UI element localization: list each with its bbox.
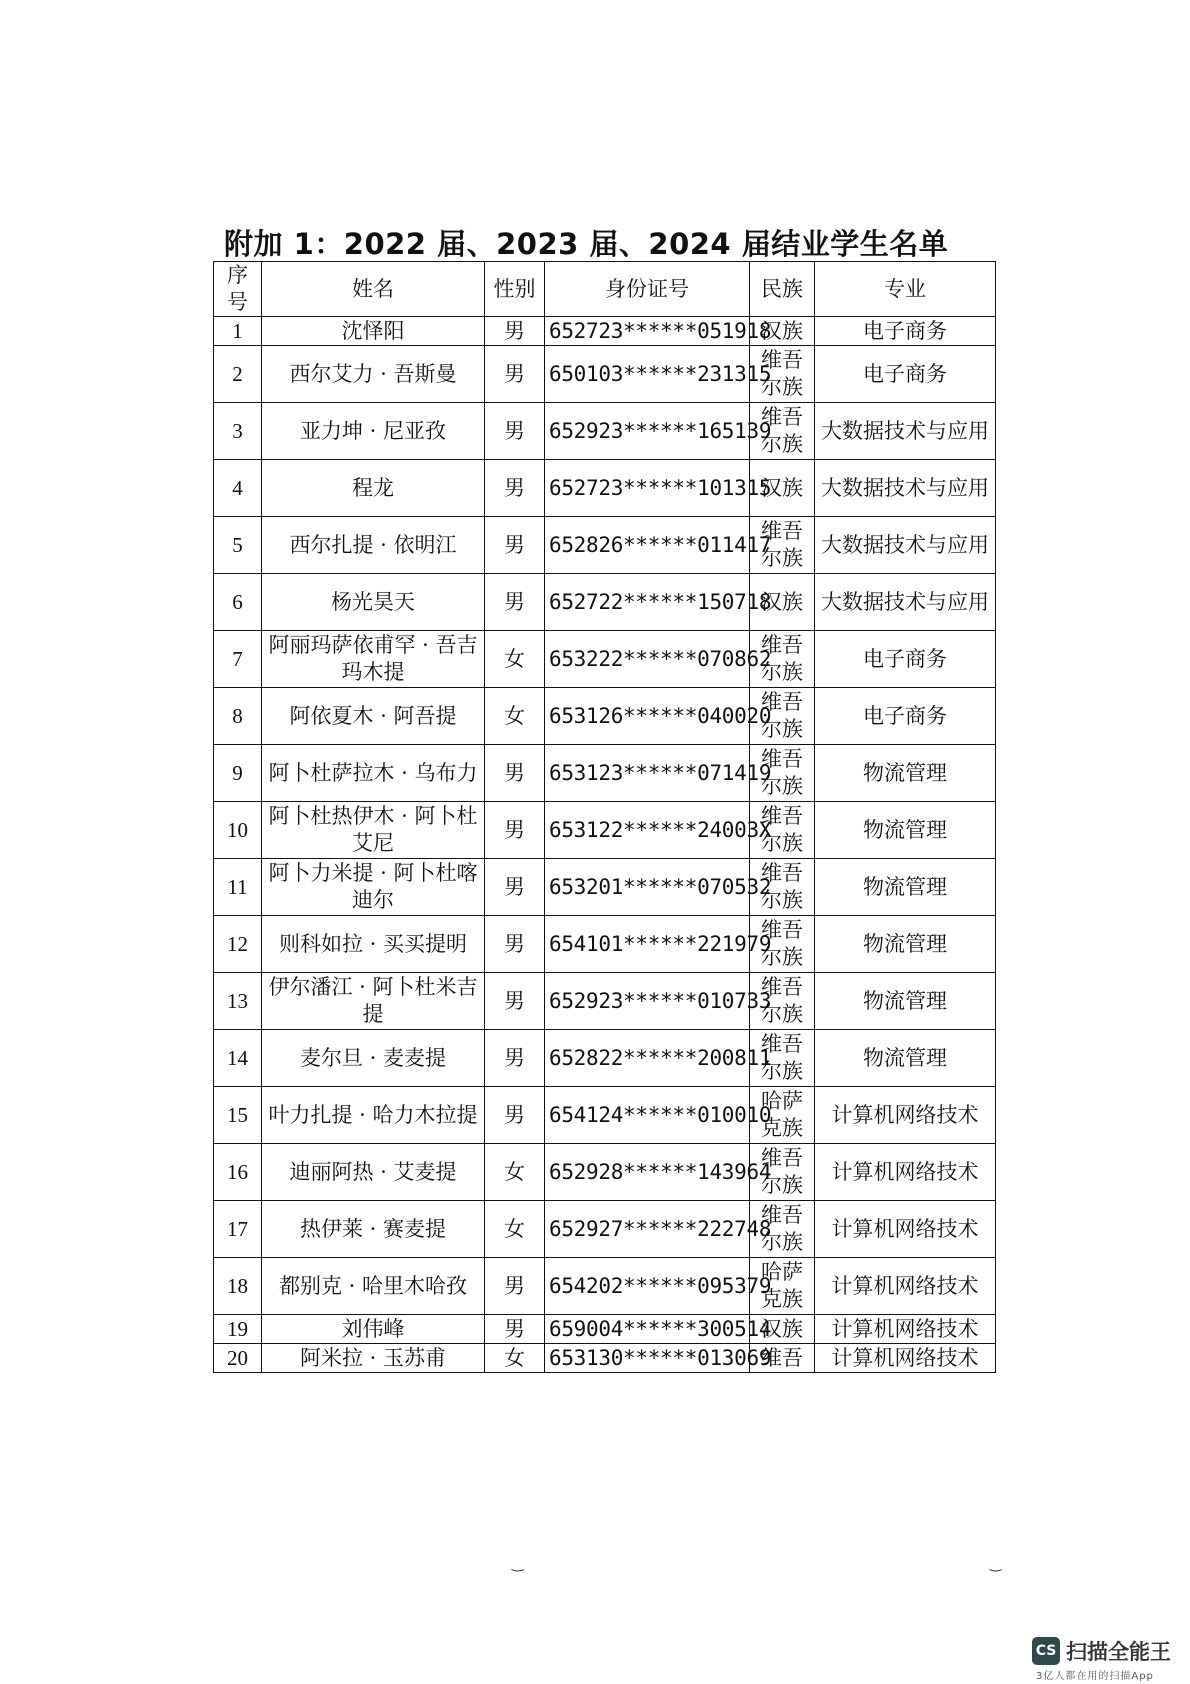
header-gender: 性别: [485, 262, 545, 317]
cell-ethnicity: 维吾尔族: [750, 1030, 815, 1087]
cell-ethnicity: 维吾: [750, 1344, 815, 1373]
table-row: [214, 973, 996, 1030]
table-row: [214, 1144, 996, 1201]
cell-seq: 5: [214, 517, 262, 574]
cell-gender: 男: [485, 517, 545, 574]
cell-gender: 男: [485, 346, 545, 403]
cell-gender: 男: [485, 1258, 545, 1315]
cell-name: 西尔扎提 · 依明江: [262, 517, 485, 574]
cell-ethnicity: 汉族: [750, 574, 815, 631]
cell-name: 亚力坤 · 尼亚孜: [262, 403, 485, 460]
cell-ethnicity: 维吾尔族: [750, 916, 815, 973]
watermark-slogan: 3亿人都在用的扫描App: [1036, 1671, 1154, 1682]
cell-ethnicity: 维吾尔族: [750, 517, 815, 574]
header-seq: 序号: [214, 262, 262, 317]
table-row: [214, 802, 996, 859]
cell-major: 计算机网络技术: [815, 1258, 996, 1315]
camscanner-logo-icon: CS: [1032, 1637, 1060, 1665]
cell-id-number: 659004******300514: [545, 1315, 750, 1344]
cell-gender: 男: [485, 460, 545, 517]
cell-seq: 4: [214, 460, 262, 517]
cell-ethnicity: 哈萨克族: [750, 1258, 815, 1315]
cell-gender: 男: [485, 973, 545, 1030]
cell-seq: 11: [214, 859, 262, 916]
cell-id-number: 652923******165139: [545, 403, 750, 460]
cell-id-number: 652826******011417: [545, 517, 750, 574]
table-row: [214, 403, 996, 460]
cell-name: 迪丽阿热 · 艾麦提: [262, 1144, 485, 1201]
cell-id-number: 652923******010733: [545, 973, 750, 1030]
cell-id-number: 652822******200811: [545, 1030, 750, 1087]
cell-id-number: 654101******221979: [545, 916, 750, 973]
cell-major: 物流管理: [815, 745, 996, 802]
cell-major: 电子商务: [815, 346, 996, 403]
scanner-watermark: [1032, 1636, 1171, 1666]
cell-seq: 13: [214, 973, 262, 1030]
cell-id-number: 650103******231315: [545, 346, 750, 403]
cell-name: 阿依夏木 · 阿吾提: [262, 688, 485, 745]
cell-major: 计算机网络技术: [815, 1144, 996, 1201]
table-row: [214, 317, 996, 346]
table-row: [214, 631, 996, 688]
cell-id-number: 653123******071419: [545, 745, 750, 802]
graduate-roster-table: [213, 261, 996, 1373]
cell-seq: 14: [214, 1030, 262, 1087]
cell-name: 都别克 · 哈里木哈孜: [262, 1258, 485, 1315]
cell-major: 计算机网络技术: [815, 1344, 996, 1373]
cell-gender: 男: [485, 1087, 545, 1144]
cell-seq: 2: [214, 346, 262, 403]
cell-seq: 10: [214, 802, 262, 859]
table-row: [214, 916, 996, 973]
cell-major: 计算机网络技术: [815, 1087, 996, 1144]
cell-major: 电子商务: [815, 317, 996, 346]
cell-seq: 15: [214, 1087, 262, 1144]
cell-major: 电子商务: [815, 631, 996, 688]
table-header-row: [214, 262, 996, 317]
cell-name: 阿卜杜热伊木 · 阿卜杜艾尼: [262, 802, 485, 859]
cell-seq: 18: [214, 1258, 262, 1315]
table-row: [214, 1344, 996, 1373]
cell-ethnicity: 维吾尔族: [750, 802, 815, 859]
cell-seq: 19: [214, 1315, 262, 1344]
cell-ethnicity: 维吾尔族: [750, 1144, 815, 1201]
cell-id-number: 653201******070532: [545, 859, 750, 916]
cell-name: 则科如拉 · 买买提明: [262, 916, 485, 973]
cell-major: 大数据技术与应用: [815, 517, 996, 574]
cell-gender: 女: [485, 1201, 545, 1258]
cell-name: 叶力扎提 · 哈力木拉提: [262, 1087, 485, 1144]
cell-major: 大数据技术与应用: [815, 460, 996, 517]
cell-name: 热伊莱 · 赛麦提: [262, 1201, 485, 1258]
cell-gender: 男: [485, 745, 545, 802]
cell-id-number: 652927******222748: [545, 1201, 750, 1258]
cell-gender: 男: [485, 1030, 545, 1087]
cell-id-number: 652928******143964: [545, 1144, 750, 1201]
cell-name: 沈怿阳: [262, 317, 485, 346]
cell-id-number: 652723******051918: [545, 317, 750, 346]
table-row: [214, 688, 996, 745]
table-row: [214, 517, 996, 574]
cell-gender: 男: [485, 1315, 545, 1344]
cell-gender: 男: [485, 317, 545, 346]
table-row: [214, 859, 996, 916]
table-row: [214, 574, 996, 631]
cell-seq: 7: [214, 631, 262, 688]
cell-ethnicity: 维吾尔族: [750, 1201, 815, 1258]
cell-gender: 女: [485, 1144, 545, 1201]
cell-ethnicity: 维吾尔族: [750, 403, 815, 460]
cell-name: 程龙: [262, 460, 485, 517]
cell-ethnicity: 维吾尔族: [750, 973, 815, 1030]
cell-name: 麦尔旦 · 麦麦提: [262, 1030, 485, 1087]
cell-id-number: 653130******013069: [545, 1344, 750, 1373]
cell-id-number: 653222******070862: [545, 631, 750, 688]
cell-seq: 9: [214, 745, 262, 802]
table-row: [214, 1087, 996, 1144]
cell-seq: 1: [214, 317, 262, 346]
header-id-number: 身份证号: [545, 262, 750, 317]
cell-major: 电子商务: [815, 688, 996, 745]
cell-gender: 女: [485, 631, 545, 688]
cell-ethnicity: 哈萨克族: [750, 1087, 815, 1144]
cell-gender: 女: [485, 1344, 545, 1373]
cell-major: 大数据技术与应用: [815, 403, 996, 460]
cell-name: 阿丽玛萨依甫罕 · 吾吉玛木提: [262, 631, 485, 688]
cell-major: 物流管理: [815, 973, 996, 1030]
table-row: [214, 1030, 996, 1087]
cell-ethnicity: 维吾尔族: [750, 631, 815, 688]
cell-seq: 12: [214, 916, 262, 973]
cell-gender: 男: [485, 574, 545, 631]
cell-name: 伊尔潘江 · 阿卜杜米吉提: [262, 973, 485, 1030]
header-name: 姓名: [262, 262, 485, 317]
cell-gender: 男: [485, 916, 545, 973]
cell-seq: 3: [214, 403, 262, 460]
scan-speck: ‿: [990, 1556, 1002, 1572]
cell-major: 物流管理: [815, 802, 996, 859]
cell-major: 大数据技术与应用: [815, 574, 996, 631]
header-ethnicity: 民族: [750, 262, 815, 317]
cell-major: 物流管理: [815, 1030, 996, 1087]
cell-gender: 男: [485, 403, 545, 460]
table-row: [214, 1315, 996, 1344]
cell-ethnicity: 维吾尔族: [750, 688, 815, 745]
cell-major: 物流管理: [815, 859, 996, 916]
cell-ethnicity: 汉族: [750, 1315, 815, 1344]
cell-seq: 20: [214, 1344, 262, 1373]
cell-name: 阿卜杜萨拉木 · 乌布力: [262, 745, 485, 802]
cell-seq: 17: [214, 1201, 262, 1258]
cell-ethnicity: 维吾尔族: [750, 859, 815, 916]
scan-speck: ‿: [512, 1556, 524, 1572]
cell-ethnicity: 汉族: [750, 460, 815, 517]
cell-id-number: 652723******101315: [545, 460, 750, 517]
cell-name: 阿卜力米提 · 阿卜杜喀迪尔: [262, 859, 485, 916]
cell-major: 计算机网络技术: [815, 1201, 996, 1258]
cell-name: 阿米拉 · 玉苏甫: [262, 1344, 485, 1373]
cell-seq: 16: [214, 1144, 262, 1201]
cell-id-number: 654124******010010: [545, 1087, 750, 1144]
cell-seq: 6: [214, 574, 262, 631]
cell-gender: 男: [485, 802, 545, 859]
cell-major: 物流管理: [815, 916, 996, 973]
table-row: [214, 460, 996, 517]
cell-id-number: 653122******24003X: [545, 802, 750, 859]
cell-name: 西尔艾力 · 吾斯曼: [262, 346, 485, 403]
cell-name: 杨光昊天: [262, 574, 485, 631]
cell-ethnicity: 维吾尔族: [750, 346, 815, 403]
cell-gender: 男: [485, 859, 545, 916]
cell-ethnicity: 汉族: [750, 317, 815, 346]
cell-name: 刘伟峰: [262, 1315, 485, 1344]
watermark-app-name: 扫描全能王: [1066, 1640, 1171, 1664]
table-row: [214, 1201, 996, 1258]
cell-major: 计算机网络技术: [815, 1315, 996, 1344]
table-row: [214, 745, 996, 802]
cell-id-number: 654202******095379: [545, 1258, 750, 1315]
cell-gender: 女: [485, 688, 545, 745]
cell-id-number: 653126******040020: [545, 688, 750, 745]
cell-ethnicity: 维吾尔族: [750, 745, 815, 802]
cell-id-number: 652722******150718: [545, 574, 750, 631]
table-row: [214, 1258, 996, 1315]
header-major: 专业: [815, 262, 996, 317]
page-title: 附加 1：2022 届、2023 届、2024 届结业学生名单: [224, 227, 949, 261]
table-row: [214, 346, 996, 403]
cell-seq: 8: [214, 688, 262, 745]
